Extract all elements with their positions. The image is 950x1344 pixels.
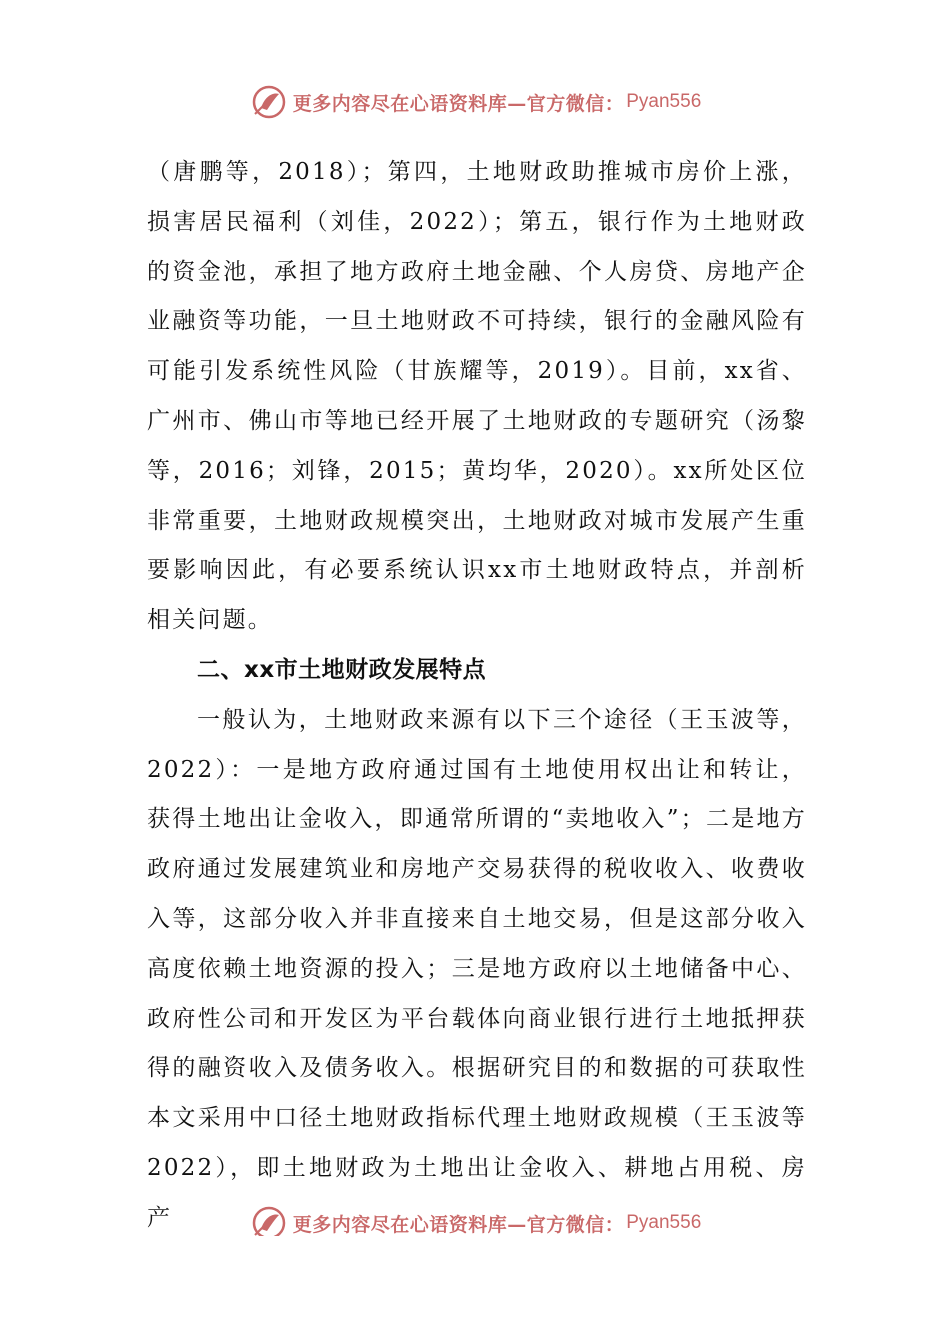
watermark-footer: [0, 1200, 950, 1236]
logo-icon: [249, 82, 289, 122]
paragraph-1: （唐鹏等，2018）；第四，土地财政助推城市房价上涨，损害居民福利（刘佳，2022）；第五，银行作为土地财政的资金池，承担了地方政府土地金融、个人房贷、房地产企业融资等功能，一旦土地财政不可持续，银行的金融风险有可能引发系统性风险（甘族耀等，2019）。目前，xx省、广州市、佛山市等地已经开展了土地财政的专题研究（汤黎等，2016；刘锋，2015；黄均华，2020）。xx所处区位非常重要，土地财政规模突出，土地财政对城市发展产生重要影响因此，有必要系统认识xx市土地财政特点，并剖析相关问题。: [147, 159, 807, 634]
watermark-text: 更多内容尽在心语资料库—官方微信：: [292, 1213, 625, 1236]
watermark-header: [0, 80, 950, 124]
watermark-id: Pyan556: [626, 1212, 702, 1233]
watermark-id: Pyan556: [626, 91, 702, 112]
logo-icon: [249, 1203, 289, 1236]
document-body: [147, 148, 807, 1244]
section-heading: 二、xx市土地财政发展特点: [197, 656, 487, 683]
watermark-text: 更多内容尽在心语资料库—官方微信：: [292, 92, 625, 115]
paragraph-2: 一般认为，土地财政来源有以下三个途径（王玉波等，2022）：一是地方政府通过国有土地使用权出让和转让，获得土地出让金收入，即通常所谓的“卖地收入”；二是地方政府通过发展建筑业和房地产交易获得的税收收入、收费收入等，这部分收入并非直接来自土地交易，但是这部分收入高度依赖土地资源的投入；三是地方政府以土地储备中心、政府性公司和开发区为平台载体向商业银行进行土地抵押获得的融资收入及债务收入。根据研究目的和数据的可获取性本文采用中口径土地财政指标代理土地财政规模（王玉波等2022），即土地财政为土地出让金收入、耕地占用税、房产: [147, 706, 807, 1231]
